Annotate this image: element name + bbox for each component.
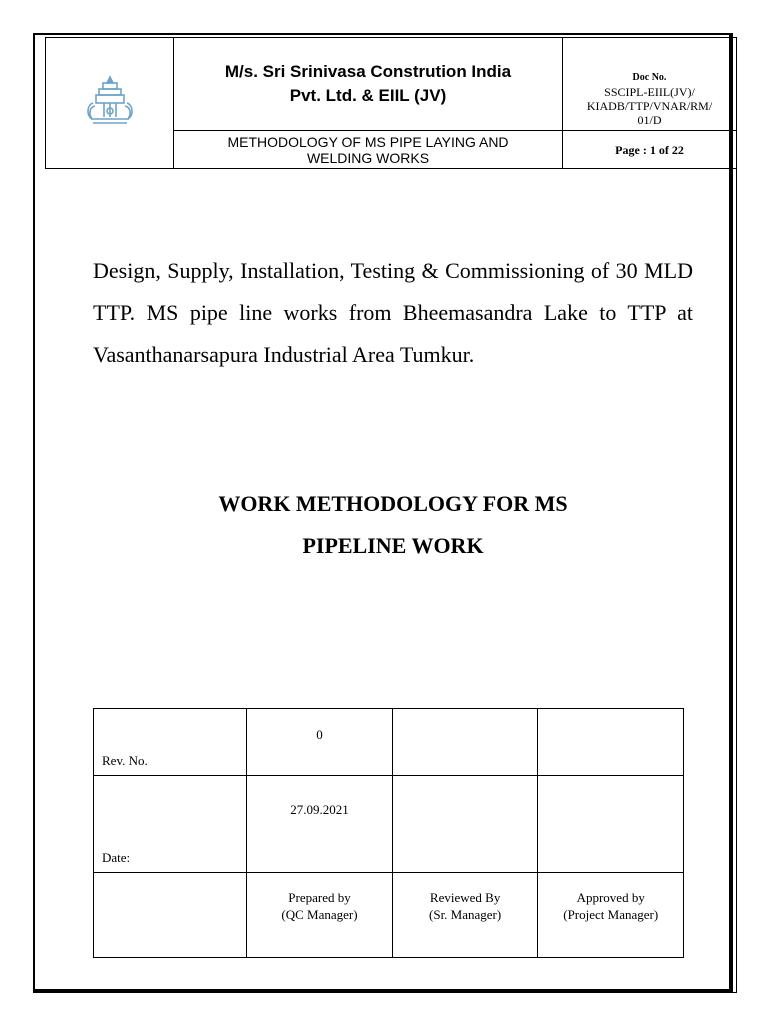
empty-cell — [392, 709, 538, 776]
reviewed-by-cell — [392, 873, 538, 958]
empty-cell — [538, 709, 684, 776]
date-value: 27.09.2021 — [247, 776, 393, 873]
empty-cell — [392, 776, 538, 873]
methodology-cell — [174, 131, 563, 169]
document-header — [45, 37, 737, 169]
title-line-2: PIPELINE WORK — [302, 533, 484, 558]
methodology-line-1: METHODOLOGY OF MS PIPE LAYING AND — [227, 133, 509, 150]
project-description: Design, Supply, Installation, Testing & Commissioning of 30 MLD TTP. MS pipe line works from Bheemasandra Lake to TTP at Vasanthanarsapura Industrial Area Tumkur. — [93, 258, 693, 367]
revision-table — [93, 708, 684, 958]
approved-by-cell — [538, 873, 684, 958]
empty-cell — [538, 776, 684, 873]
reviewed-by-label: Reviewed By — [429, 890, 501, 905]
date-label: Date: — [94, 776, 247, 873]
table-row — [94, 709, 684, 776]
company-name-cell — [174, 38, 563, 131]
title-line-1: WORK METHODOLOGY FOR MS — [218, 491, 568, 516]
prepared-by-cell — [247, 873, 393, 958]
page-number: Page : 1 of 22 — [563, 131, 737, 169]
prepared-by-role: (QC Manager) — [281, 907, 358, 922]
doc-number-line-3: 01/D — [637, 113, 662, 127]
methodology-line-2: WELDING WORKS — [306, 149, 430, 166]
logo-cell — [46, 38, 174, 169]
reviewed-by-role: (Sr. Manager) — [429, 907, 502, 922]
table-row — [94, 873, 684, 958]
company-line-2: Pvt. Ltd. & EIIL (JV) — [289, 86, 447, 105]
rev-no-value: 0 — [247, 709, 393, 776]
approved-by-role: (Project Manager) — [563, 907, 659, 922]
approved-by-label: Approved by — [576, 890, 645, 905]
doc-number-label: Doc No. — [632, 72, 667, 83]
company-line-1: M/s. Sri Srinivasa Constrution India — [224, 62, 512, 81]
document-title — [93, 483, 693, 567]
rev-no-label: Rev. No. — [94, 709, 247, 776]
doc-number-line-1: SSCIPL-EIIL(JV)/ — [604, 85, 695, 99]
prepared-by-label: Prepared by — [288, 890, 351, 905]
empty-cell — [94, 873, 247, 958]
doc-number-cell — [563, 38, 737, 131]
emblem-icon — [83, 73, 137, 129]
doc-number-line-2: KIADB/TTP/VNAR/RM/ — [586, 99, 713, 113]
table-row — [94, 776, 684, 873]
